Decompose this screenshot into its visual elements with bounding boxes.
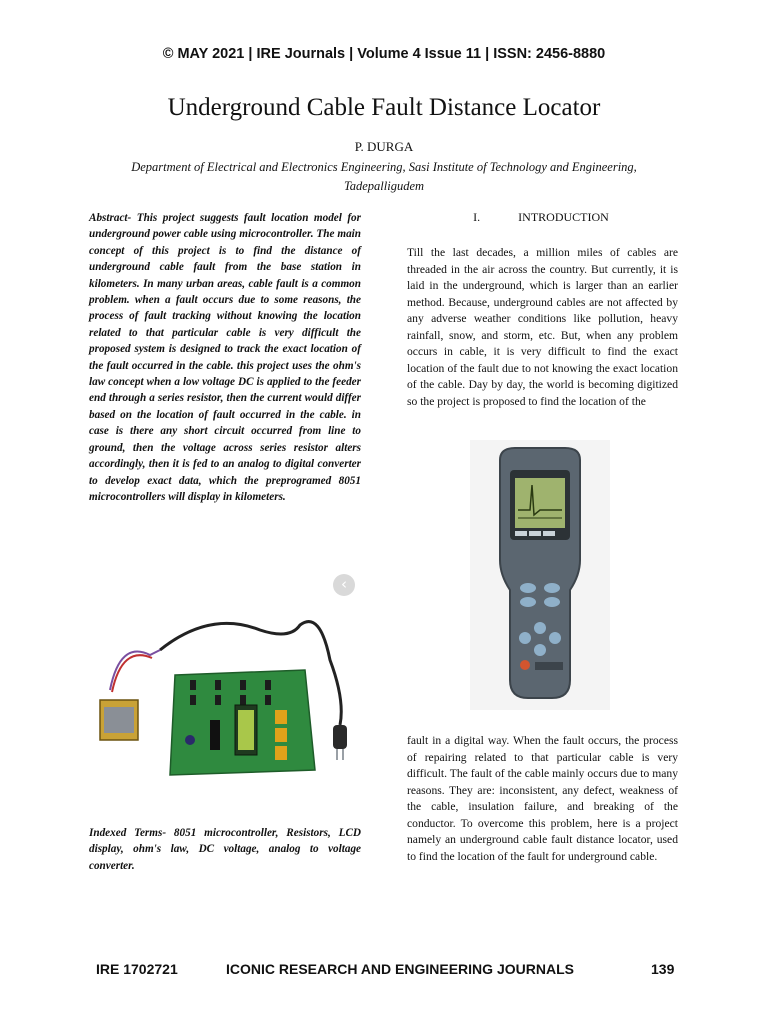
journal-header: © MAY 2021 | IRE Journals | Volume 4 Issue 11 | ISSN: 2456-8880 [162,46,606,62]
section-number: I. [473,210,481,224]
author-affiliation: Department of Electrical and Electronics Engineering, Sasi Institute of Technology and Engineering, Tadepalligudem [131,160,637,193]
chevron-left-icon[interactable]: ‹ [333,574,355,596]
author-name: P. DURGA [354,139,414,154]
footer-paper-id: IRE 1702721 [96,961,178,977]
circuit-board-illustration [90,570,362,813]
footer-journal-name: ICONIC RESEARCH AND ENGINEERING JOURNALS [226,961,574,977]
intro-paragraph-1: Till the last decades, a million miles of cables are threaded in the air across the country. But currently, it is laid in the underground, which is larger than an earlier method. Because, underground cables are not affected by any adverse weather conditions like pollution, heavy rainfall, snow, and storm, etc. But, when any problem occurs in cable, it is very difficult to find the exact location of the fault due to not knowing the exact location of the cable. Day by day, the world is becoming digitized so the project is proposed to find the location of the [407,246,678,408]
section-heading-introduction [405,210,677,225]
intro-paragraph-2: fault in a digital way. When the fault occurs, the process of repairing related to that particular cable is very difficult. The fault of the cable mainly occurs due to many reasons. They are: inconsistent, any defect, weakness of the cable, insulation failure, and breaking of the conductor. To overcome this problem, here is a project namely an underground cable fault distance locator, used to find the location of the fault for underground cable. [407,734,678,863]
abstract-paragraph: Abstract- This project suggests fault location model for underground power cable using microcontroller. The main concept of this project is to find the distance of underground cable fault from the base station in kilometers. In many urban areas, cable fault is a common problem. when a fault occurs due to some reasons, the process of fault tracking without knowing the location related to that particular cable is very difficult the proposed system is designed to track the exact location of the fault occurred in the cable. this project uses the ohm's law concept when a low voltage DC is applied to the feeder end through a series resistor, then the current would differ based on the location of fault occurred in the cable. in case is there any short circuit occurred from line to ground, then the voltage across series resistor alters accordingly, then it is fed to an analog to digital converter to develop exact data, which the preprogramed 8051 microcontrollers will display in kilometers. [89,212,361,503]
cable-fault-locator-device-image [470,440,610,710]
footer-page-number: 139 [651,961,675,977]
section-title: INTRODUCTION [518,210,609,224]
paper-title: Underground Cable Fault Distance Locator [167,94,601,121]
handheld-device-illustration [470,440,610,710]
index-terms: Indexed Terms- 8051 microcontroller, Resistors, LCD display, ohm's law, DC voltage, analog to voltage converter. [89,827,361,872]
circuit-board-image [90,570,362,813]
